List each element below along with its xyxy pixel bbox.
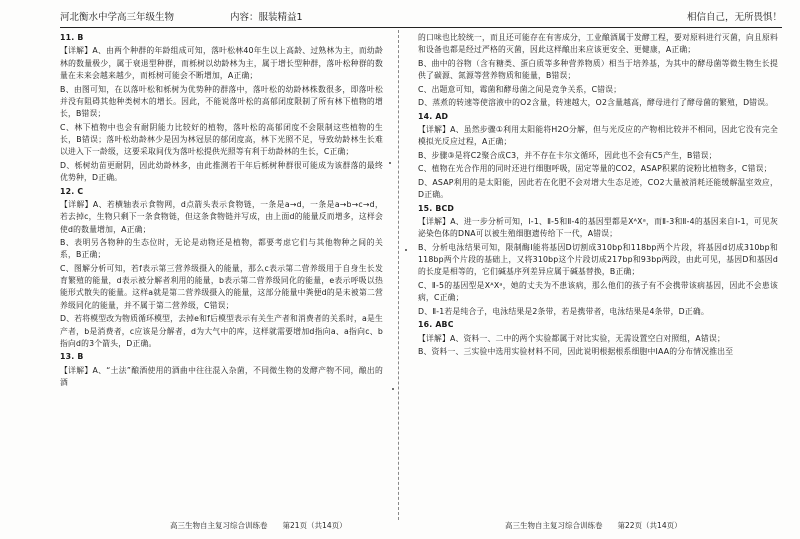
- answer-paragraph: D、ASAP利用的是太阳能，因此若在化肥不会对增大生态足迹，CO2大量被消耗还能缓解温室效应，D正确。: [418, 177, 778, 200]
- header-school: 河北衡水中学高三年级生物: [60, 12, 175, 23]
- question-number: 11. B: [60, 33, 84, 42]
- answer-paragraph: 的口味也比较统一，而且还可能存在有害成分，工业酿酒属于发酵工程，要对原料进行灭菌，向且原料和设备也都是经过严格的灭菌，因此这样酿出来应该更安全、更健康，A正确；: [418, 33, 778, 55]
- answer-paragraph: B、步骤③是将C2聚合成C3，并不存在卡尔文循环，因此也不会有C5产生，B错误；: [418, 150, 717, 160]
- answer-paragraph: C、植物在光合作用的同时还进行细胞呼吸，固定等量的CO2，ASAP积累的淀粉比植物多，C错误；: [418, 164, 772, 174]
- answer-paragraph: 【详解】A、由两个种群的年龄组成可知，落叶松林40年生以上高龄、过熟林为主，而幼龄林的数量极少，属于衰退型种群，而栎树以幼龄林为主，属于增长型种群，落叶松种群的数量在未来会越来越少，而栎树可能会不断增加，A正确；: [60, 46, 383, 81]
- answer-paragraph: 【详解】A、资料一、二中的两个实验都属于对比实验，无需设置空白对照组，A错误；: [418, 333, 725, 343]
- left-column: [60, 32, 383, 512]
- header-motto: 相信自己，无所畏惧！: [686, 12, 782, 23]
- answer-paragraph: 【详解】A、进一步分析可知，Ⅰ-1、Ⅱ-5和Ⅱ-4的基因型都是XᴬXᵃ，而Ⅱ-3和Ⅱ-4的基因来自Ⅰ-1，可见灰泌染色体的DNA可以被生殖细胞遗传给下一代，A错误；: [418, 217, 778, 239]
- answer-paragraph: D、蒸煮的转速等使溶液中的O2含量，转速越大，O2含量越高，酵母进行了酵母菌的繁殖，D错误。: [418, 98, 774, 108]
- answer-paragraph: D、Ⅱ-1若是纯合子，电泳结果是2条带，若是携带者，电泳结果是4条带，D正确。: [418, 306, 709, 316]
- answer-paragraph: 【详解】A、若横轴表示食物网，d点箭头表示食物链，一条是a→d，一条是a→b→c→d，若去掉c，生物只剩下一条食物链，但这条食物链并写成，由上面d的能量反而增多，这样会使d的数量增加，A正确；: [60, 199, 383, 234]
- scan-speck: [392, 388, 394, 390]
- answer-paragraph: B、由图可知，在以落叶松和栎树为优势种的群落中，落叶松的幼龄林株数很多，即落叶松并没有阻碍其他种类树木的增长。因此，不能说落叶松的高郁闭度限制了所有林下植物的增长，B错误；: [60, 84, 383, 119]
- answer-paragraph: B、分析电泳结果可知，限制酶Ⅰ能将基因D切割成310bp和118bp两个片段，将基因d切成310bp和118bp两个片段的基础上，又将310bp这个片段切成217bp和93bp两段，由此可见，基因D和基因d的长度是相等的，它们碱基序列差异应属于碱基替换，B正确；: [418, 242, 778, 277]
- answer-paragraph: C、林下植物中也会有耐阴能力比较好的植物，落叶松的高郁闭度不会限制这些植物的生长，B错误；落叶松幼龄林少是因为林冠层的郁闭度高，林下光照不足，导致幼龄林生长难以进入下一龄级，这要采取间伐为落叶松提供光照等有利于幼龄林的生长，C正确；: [60, 122, 383, 157]
- answer-paragraph: C、Ⅱ-5的基因型是XᴬXᵃ，她的丈夫为不患该病，那么他们的孩子有不会携带该病基因，因此不会患该病，C正确；: [418, 280, 778, 303]
- footer-right: 高三生物自主复习综合训练卷 第22页（共14页）: [505, 521, 682, 530]
- right-column: [418, 32, 778, 512]
- answer-paragraph: C、出题意可知，霉菌和酵母菌之间是竞争关系，C错误；: [418, 84, 622, 94]
- answer-paragraph: D、栎树幼苗更耐阴，因此幼龄林多，由此推测若干年后栎树种群很可能成为该群落的最终优势种，D正确。: [60, 160, 383, 183]
- answer-paragraph: C、图解分析可知，若f表示第三营养级摄入的能量，那么c表示第二营养级用于自身生长发育繁殖的能量，d表示被分解者利用的能量，b表示第二营养级同化的能量，e表示呼吸以热能形式散失的能量。这样a就是第二营养级摄入的能量，这部分能量中粪便d的是未被第二营养级同化的能量，并不属于第二营养级，C错误；: [60, 263, 383, 310]
- question-number: 12. C: [60, 186, 84, 196]
- scan-speck: [389, 162, 391, 164]
- question-number: 15. BCD: [418, 203, 455, 213]
- answer-paragraph: 【详解】A、“土法”酿酒使用的酒曲中往往混入杂菌，不同微生物的发酵产物不同，酿出的酒: [60, 365, 383, 388]
- header-rule: [60, 27, 782, 28]
- header-topic: 内容：服装精益1: [230, 12, 303, 23]
- column-divider: [398, 30, 399, 520]
- page-header: [60, 10, 782, 26]
- footer-left: 高三生物自主复习综合训练卷 第21页（共14页）: [170, 521, 347, 530]
- answer-paragraph: 【详解】A、虽然步骤①利用太阳能将H2O分解，但与光反应的产物相比较并不相同，因此它没有完全模拟光反应过程，A正确；: [418, 125, 778, 147]
- question-number: 16. ABC: [418, 320, 454, 330]
- question-number: 13. B: [60, 352, 84, 362]
- answer-paragraph: B、表明另各物种的生态位时，无论是动物还是植物，都要考虑它们与其他物种之间的关系，B正确；: [60, 238, 383, 260]
- answer-paragraph: B、资料一、三实验中选用实验材料不同，因此说明根据根系细胞中IAA的分布情况推出至: [418, 347, 734, 357]
- answer-paragraph: B、曲中的谷物（含有糖类、蛋白质等多种营养物质）相当于培养基，为其中的酵母菌等微生物生长提供了碳源、氮源等营养物质和能量，B错误；: [418, 58, 778, 81]
- scan-speck: [405, 249, 407, 251]
- question-number: 14. AD: [418, 111, 449, 121]
- answer-paragraph: D、若将模型改为物质循环模型，去掉e和f后模型表示有关生产者和消费者的关系时，a是生产者，b是消费者，c应该是分解者，d为大气中的库，这样就需要增加d指向a、a指向c、b指向d的3个箭头，D正确。: [60, 314, 383, 348]
